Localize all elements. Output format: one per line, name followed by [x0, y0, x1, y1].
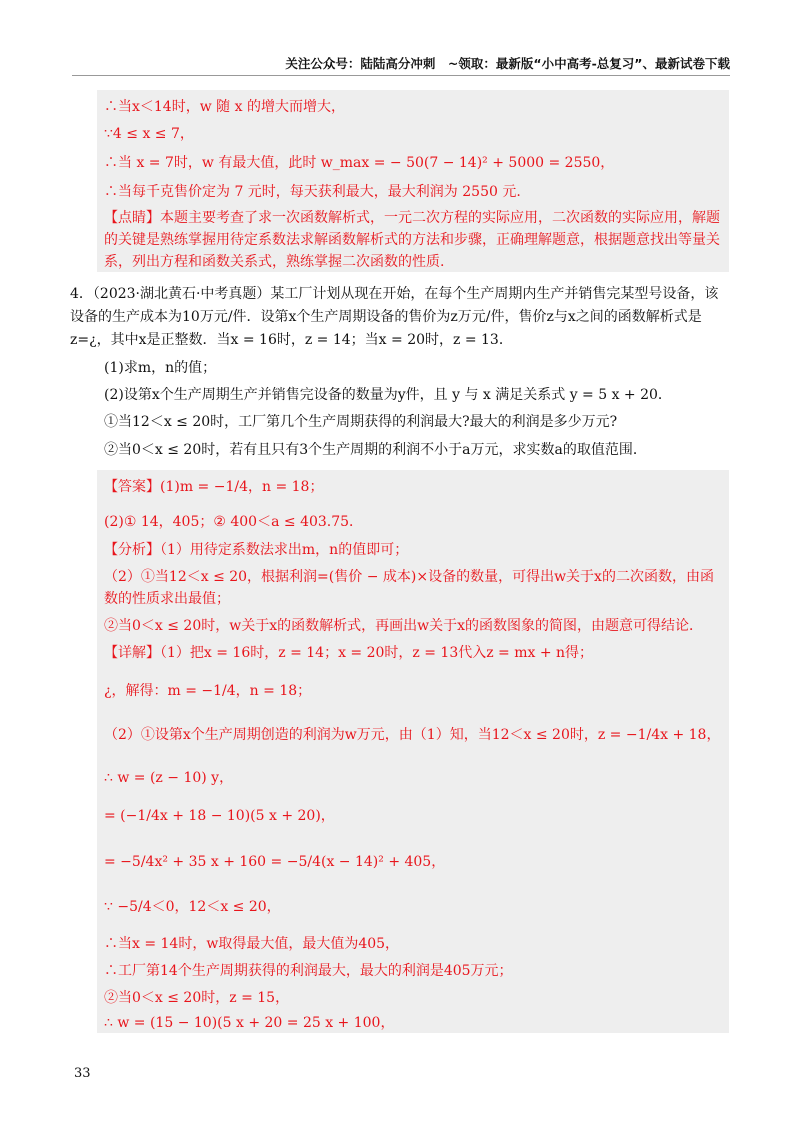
question-4-part-1: (1)求m，n的值； [104, 360, 217, 376]
detail-line-9: ∴工厂第14个生产周期获得的利润最大，最大的利润是405万元； [104, 963, 513, 979]
question-4-part-2-1: ①当12＜x ≤ 20时，工厂第几个生产周期获得的利润最大?最大的利润是多少万元? [104, 414, 618, 430]
detail-line-1: 【详解】（1）把x = 16时，z = 14；x = 20时，z = 13代入z = mx + n得； [104, 645, 594, 661]
page-number: 33 [74, 1066, 91, 1081]
prev-solution-line-3: ∴当 x = 7时，w 有最大值，此时 w_max = − 50(7 − 14)² + 5000 = 2550， [104, 155, 615, 171]
prev-solution-line-2: ∵4 ≤ x ≤ 7， [104, 126, 194, 142]
detail-line-6: = −5/4x² + 35 x + 160 = −5/4(x − 14)² + 405， [104, 854, 446, 870]
analysis-line-3: ②当0＜x ≤ 20时，w关于x的函数解析式，再画出w关于x的函数图象的简图，由题意可得结论． [104, 618, 704, 634]
detail-line-3: （2）①设第x个生产周期创造的利润为w万元，由（1）知，当12＜x ≤ 20时，z = −1/4x + 18， [104, 727, 721, 743]
answer-line-1: 【答案】(1)m = −1/4，n = 18； [104, 479, 324, 495]
answer-line-2: (2)① 14，405；② 400＜a ≤ 403.75． [104, 514, 364, 530]
comment-paragraph: 【点睛】本题主要考查了求一次函数解析式，一元二次方程的实际应用，二次函数的实际应用，解题的关键是熟练掌握用待定系数法求解函数解析式的方法和步骤，正确理解题意，根据题意找出等量关系，列出方程和函数关系式，熟练掌握二次函数的性质. [104, 210, 720, 270]
question-4-stem: 4．（2023·湖北黄石·中考真题）某工厂计划从现在开始，在每个生产周期内生产并销售完某型号设备，该设备的生产成本为10万元/件．设第x个生产周期设备的售价为z万元/件，售价z与x之间的函数解析式是z=¿，其中x是正整数．当x = 16时，z = 14；当x = 20时，z = 13． [70, 286, 719, 348]
detail-line-7: ∵ −5/4＜0，12＜x ≤ 20， [104, 899, 281, 915]
question-4-part-2-2: ②当0＜x ≤ 20时，若有且只有3个生产周期的利润不小于a万元，求实数a的取值范围． [104, 442, 647, 458]
detail-line-5: = (−1/4x + 18 − 10)(5 x + 20)， [104, 808, 335, 824]
question-4-part-2: (2)设第x个生产周期生产并销售完设备的数量为y件，且 y 与 x 满足关系式 y = 5 x + 20． [104, 387, 672, 403]
detail-line-10: ②当0＜x ≤ 20时，z = 15， [104, 990, 290, 1006]
header-divider [72, 75, 730, 76]
detail-line-4: ∴ w = (z − 10) y， [104, 770, 234, 786]
analysis-line-2: （2）①当12＜x ≤ 20，根据利润=(售价 − 成本)×设备的数量，可得出w关于x的二次函数，由函数的性质求出最值； [104, 569, 714, 607]
page-header: 关注公众号：陆陆高分冲刺 ~领取：最新版“小中高考-总复习”、最新试卷下载 [285, 56, 730, 71]
detail-line-11: ∴ w = (15 − 10)(5 x + 20 = 25 x + 100， [104, 1015, 395, 1031]
prev-solution-line-4: ∴当每千克售价定为 7 元时，每天获利最大，最大利润为 2550 元. [104, 184, 521, 200]
detail-line-2: ¿，解得：m = −1/4，n = 18； [104, 683, 312, 699]
prev-solution-line-1: ∴当x＜14时，w 随 x 的增大而增大， [104, 99, 345, 115]
analysis-line-1: 【分析】（1）用待定系数法求出m，n的值即可； [104, 542, 409, 558]
detail-line-8: ∴当x = 14时，w取得最大值，最大值为405， [104, 936, 400, 952]
